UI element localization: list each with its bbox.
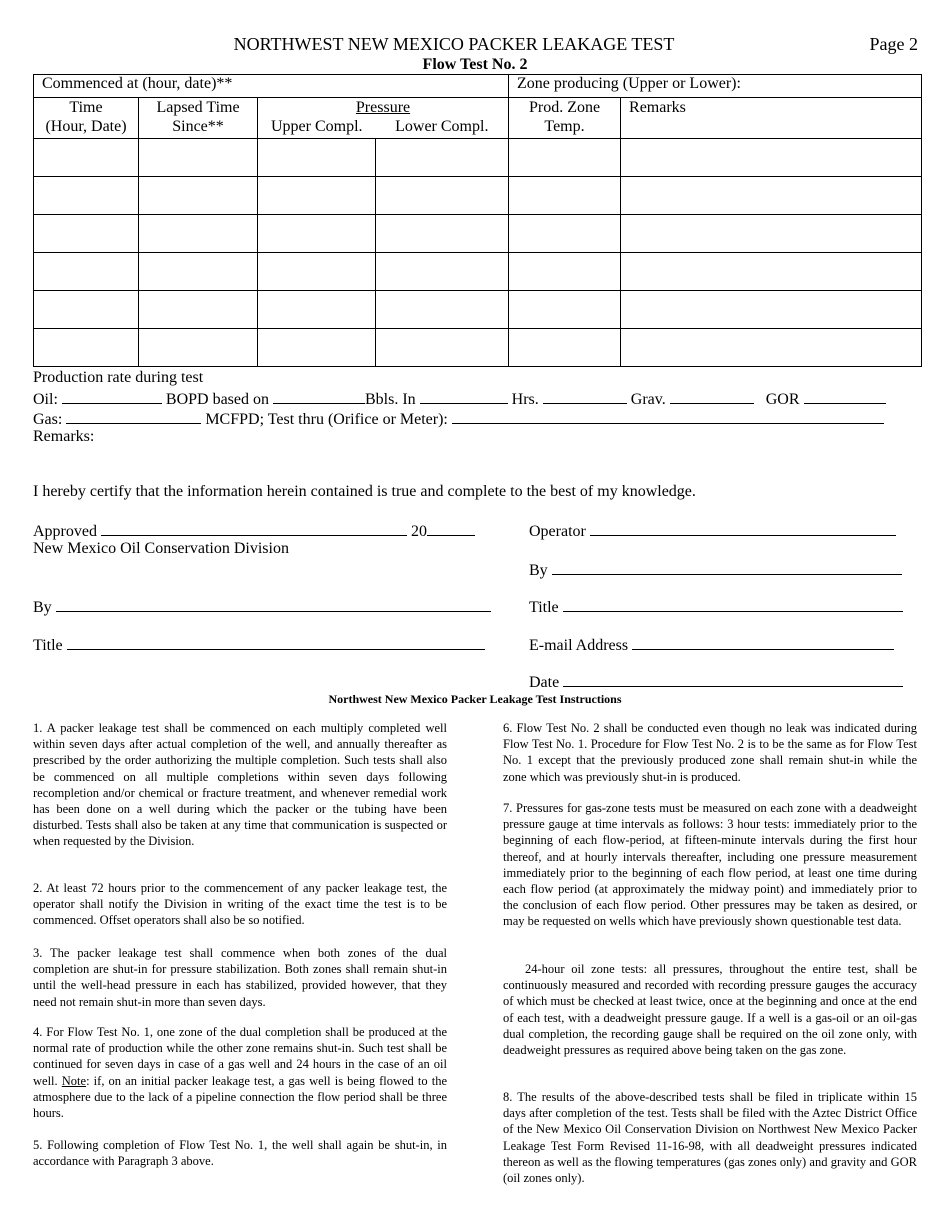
approved-field[interactable] bbox=[101, 521, 407, 536]
bopd-label: BOPD based on bbox=[165, 391, 269, 408]
col-header-lapsed-time: Lapsed Time Since** bbox=[139, 98, 258, 139]
grav-label: Grav. bbox=[630, 391, 666, 408]
hrs-label: Hrs. bbox=[511, 391, 539, 408]
table-row bbox=[34, 253, 922, 291]
table-cell[interactable] bbox=[34, 139, 139, 177]
production-heading: Production rate during test bbox=[33, 369, 204, 386]
table-cell[interactable] bbox=[376, 253, 509, 291]
operator-title-label: Title bbox=[529, 599, 559, 616]
table-cell[interactable] bbox=[34, 329, 139, 367]
table-cell[interactable] bbox=[509, 139, 621, 177]
col-header-prod-zone-temp: Prod. Zone Temp. bbox=[509, 98, 621, 139]
table-cell[interactable] bbox=[509, 253, 621, 291]
commenced-label: Commenced at (hour, date)** bbox=[42, 75, 233, 92]
operator-label: Operator bbox=[529, 523, 586, 540]
table-cell[interactable] bbox=[34, 177, 139, 215]
email-line bbox=[529, 635, 894, 655]
operator-by-label: By bbox=[529, 562, 548, 579]
bbls-label: Bbls. In bbox=[365, 391, 416, 408]
zone-producing-cell[interactable] bbox=[509, 75, 922, 98]
table-cell[interactable] bbox=[139, 139, 258, 177]
instruction-1: 1. A packer leakage test shall be commenced on each multiply completed well within seven days after actual completion of the well, and annually thereafter as prescribed by the order authorizing the multiple completion. Such tests shall also be commenced on all multiple completions within seven days following recompletion and/or chemical or fracture treatment, and whenever remedial work has been done on a well during which the packer or the tubing have been disturbed. Tests shall also be taken at any time that communication is suspected or when requested by the Division. bbox=[33, 721, 447, 849]
instruction-4: 4. For Flow Test No. 1, one zone of the dual completion shall be produced at the normal rate of production while the other zone remains shut-in. Such test shall be continued for seven days in case of a gas well and 24 hours in the case of an oil well. Note: if, on an initial packer leakage test, a gas well is being flowed to the atmosphere due to the lack of a pipeline connection the flow period shall be three hours. bbox=[33, 1025, 448, 1121]
col-header-upper-compl: Upper Compl. bbox=[271, 118, 363, 135]
table-cell[interactable] bbox=[376, 329, 509, 367]
operator-field[interactable] bbox=[590, 521, 896, 536]
form-title: NORTHWEST NEW MEXICO PACKER LEAKAGE TEST bbox=[233, 34, 675, 54]
commenced-cell[interactable] bbox=[34, 75, 509, 98]
note-label: Note bbox=[61, 1073, 87, 1088]
instruction-7-oil: 24-hour oil zone tests: all pressures, throughout the entire test, shall be continuously measured and recorded with recording pressure gauges the accuracy of which must be checked at least twice, once at the beginning and once at the end of each test, with a deadweight pressure gauge. If a well is a gas-oil or an oil-gas dual completion, the recording gauge shall be required on the oil zone only, with deadweight pressures as required above being taken on the gas zone. bbox=[503, 962, 917, 1058]
date-label: Date bbox=[529, 674, 560, 691]
instruction-5: 5. Following completion of Flow Test No. 1, the well shall again be shut-in, in accordance with Paragraph 3 above. bbox=[33, 1138, 447, 1169]
col-header-pressure bbox=[258, 98, 509, 139]
table-cell[interactable] bbox=[139, 329, 258, 367]
remarks-label: Remarks: bbox=[33, 428, 95, 445]
table-cell[interactable] bbox=[509, 215, 621, 253]
table-cell[interactable] bbox=[376, 139, 509, 177]
certification-statement: I hereby certify that the information herein contained is true and complete to the best of my knowledge. bbox=[33, 483, 696, 500]
table-cell[interactable] bbox=[139, 215, 258, 253]
table-cell[interactable] bbox=[258, 177, 376, 215]
operator-by-field[interactable] bbox=[552, 560, 902, 575]
table-cell[interactable] bbox=[258, 329, 376, 367]
col-header-time: Time (Hour, Date) bbox=[34, 98, 139, 139]
table-cell[interactable] bbox=[258, 291, 376, 329]
table-cell[interactable] bbox=[258, 215, 376, 253]
form-subtitle: Flow Test No. 2 bbox=[422, 56, 528, 73]
gor-label: GOR bbox=[765, 391, 800, 408]
table-cell[interactable] bbox=[621, 177, 922, 215]
approved-label: Approved bbox=[33, 523, 97, 540]
instruction-8: 8. The results of the above-described tests shall be filed in triplicate within 15 days after completion of the test. Tests shall be filed with the Aztec District Office of the New Mexico Oil Conservation Division on Northwest New Mexico Packer Leakage Test Form Revised 11-16-98, with all deadweight pressures indicated thereon as well as the flowing temperatures (gas zones only) and gravity and GOR (oil zones only). bbox=[503, 1090, 917, 1186]
operator-line bbox=[529, 521, 896, 541]
division-by-field[interactable] bbox=[56, 597, 491, 612]
email-label: E-mail Address bbox=[529, 637, 629, 654]
table-cell[interactable] bbox=[621, 215, 922, 253]
table-cell[interactable] bbox=[509, 177, 621, 215]
gor-field[interactable] bbox=[804, 389, 886, 404]
table-row bbox=[34, 177, 922, 215]
table-cell[interactable] bbox=[139, 291, 258, 329]
zone-producing-label: Zone producing (Upper or Lower): bbox=[517, 75, 741, 92]
division-by-line bbox=[33, 597, 491, 617]
oil-field[interactable] bbox=[62, 389, 162, 404]
table-cell[interactable] bbox=[258, 139, 376, 177]
col-header-lower-compl: Lower Compl. bbox=[395, 118, 489, 135]
page-number: Page 2 bbox=[869, 34, 918, 54]
table-cell[interactable] bbox=[621, 329, 922, 367]
table-row bbox=[34, 329, 922, 367]
operator-title-line bbox=[529, 597, 903, 617]
table-cell[interactable] bbox=[376, 215, 509, 253]
year-field[interactable] bbox=[427, 521, 475, 536]
instruction-2: 2. At least 72 hours prior to the commencement of any packer leakage test, the operator shall notify the Division in writing of the exact time the test is to be commenced. Offset operators shall also be so notified. bbox=[33, 881, 447, 928]
bopd-field[interactable] bbox=[273, 389, 365, 404]
instruction-6: 6. Flow Test No. 2 shall be conducted even though no leak was indicated during Flow Test No. 1. Procedure for Flow Test No. 2 is to be the same as for Flow Test No. 1 except that the previously produced zone shall remain shut-in while the zone which was previously shut-in is produced. bbox=[503, 721, 917, 784]
table-cell[interactable] bbox=[621, 291, 922, 329]
table-cell[interactable] bbox=[621, 139, 922, 177]
flow-test-table bbox=[33, 74, 922, 367]
col-header-remarks: Remarks bbox=[621, 98, 922, 139]
table-cell[interactable] bbox=[34, 291, 139, 329]
division-title-field[interactable] bbox=[67, 635, 485, 650]
table-cell[interactable] bbox=[139, 177, 258, 215]
gas-line bbox=[33, 409, 884, 429]
table-row bbox=[34, 139, 922, 177]
division-by-label: By bbox=[33, 599, 52, 616]
oil-label: Oil: bbox=[33, 391, 58, 408]
table-cell[interactable] bbox=[509, 291, 621, 329]
hrs-field[interactable] bbox=[543, 389, 627, 404]
table-cell[interactable] bbox=[376, 291, 509, 329]
instruction-7: 7. Pressures for gas-zone tests must be measured on each zone with a deadweight pressure gauge at time intervals as follows: 3 hour tests: immediately prior to the beginning of each flow-period, at fifteen-minute intervals during the first hour thereof, and at hourly intervals thereafter, including one pressure measurement immediately prior to the beginning of each flow period, at least one time during each flow period (at approximately the midway point) and immediately prior to the conclusion of each flow period. Other pressures may be taken as desired, or may be requested on wells which have previously shown questionable test data. bbox=[503, 801, 917, 929]
table-cell[interactable] bbox=[34, 215, 139, 253]
bbls-field[interactable] bbox=[420, 389, 508, 404]
operator-by-line bbox=[529, 560, 902, 580]
table-row bbox=[34, 215, 922, 253]
table-cell[interactable] bbox=[621, 253, 922, 291]
year-prefix: 20 bbox=[410, 523, 427, 540]
instruction-3: 3. The packer leakage test shall commence when both zones of the dual completion are shut-in for pressure stabilization. Both zones shall remain shut-in until the well-head pressure in each has stabilized, provided however, that they need not remain shut-in more than seven days. bbox=[33, 946, 447, 1009]
division-name: New Mexico Oil Conservation Division bbox=[33, 540, 289, 557]
table-cell[interactable] bbox=[258, 253, 376, 291]
email-field[interactable] bbox=[632, 635, 894, 650]
instructions-title: Northwest New Mexico Packer Leakage Test Instructions bbox=[328, 692, 622, 706]
approved-line bbox=[33, 521, 475, 541]
table-cell[interactable] bbox=[376, 177, 509, 215]
orifice-meter-field[interactable] bbox=[452, 409, 884, 424]
gas-label: Gas: bbox=[33, 411, 63, 428]
oil-line bbox=[33, 389, 886, 409]
division-title-label: Title bbox=[33, 637, 63, 654]
table-cell[interactable] bbox=[509, 329, 621, 367]
table-cell[interactable] bbox=[34, 253, 139, 291]
gas-field[interactable] bbox=[66, 409, 201, 424]
pressure-label: Pressure bbox=[355, 99, 411, 116]
table-row bbox=[34, 291, 922, 329]
table-cell[interactable] bbox=[139, 253, 258, 291]
mcfpd-label: MCFPD; Test thru (Orifice or Meter): bbox=[205, 411, 448, 428]
date-field[interactable] bbox=[563, 672, 903, 687]
division-title-line bbox=[33, 635, 485, 655]
grav-field[interactable] bbox=[670, 389, 754, 404]
operator-title-field[interactable] bbox=[563, 597, 903, 612]
date-line bbox=[529, 672, 903, 692]
